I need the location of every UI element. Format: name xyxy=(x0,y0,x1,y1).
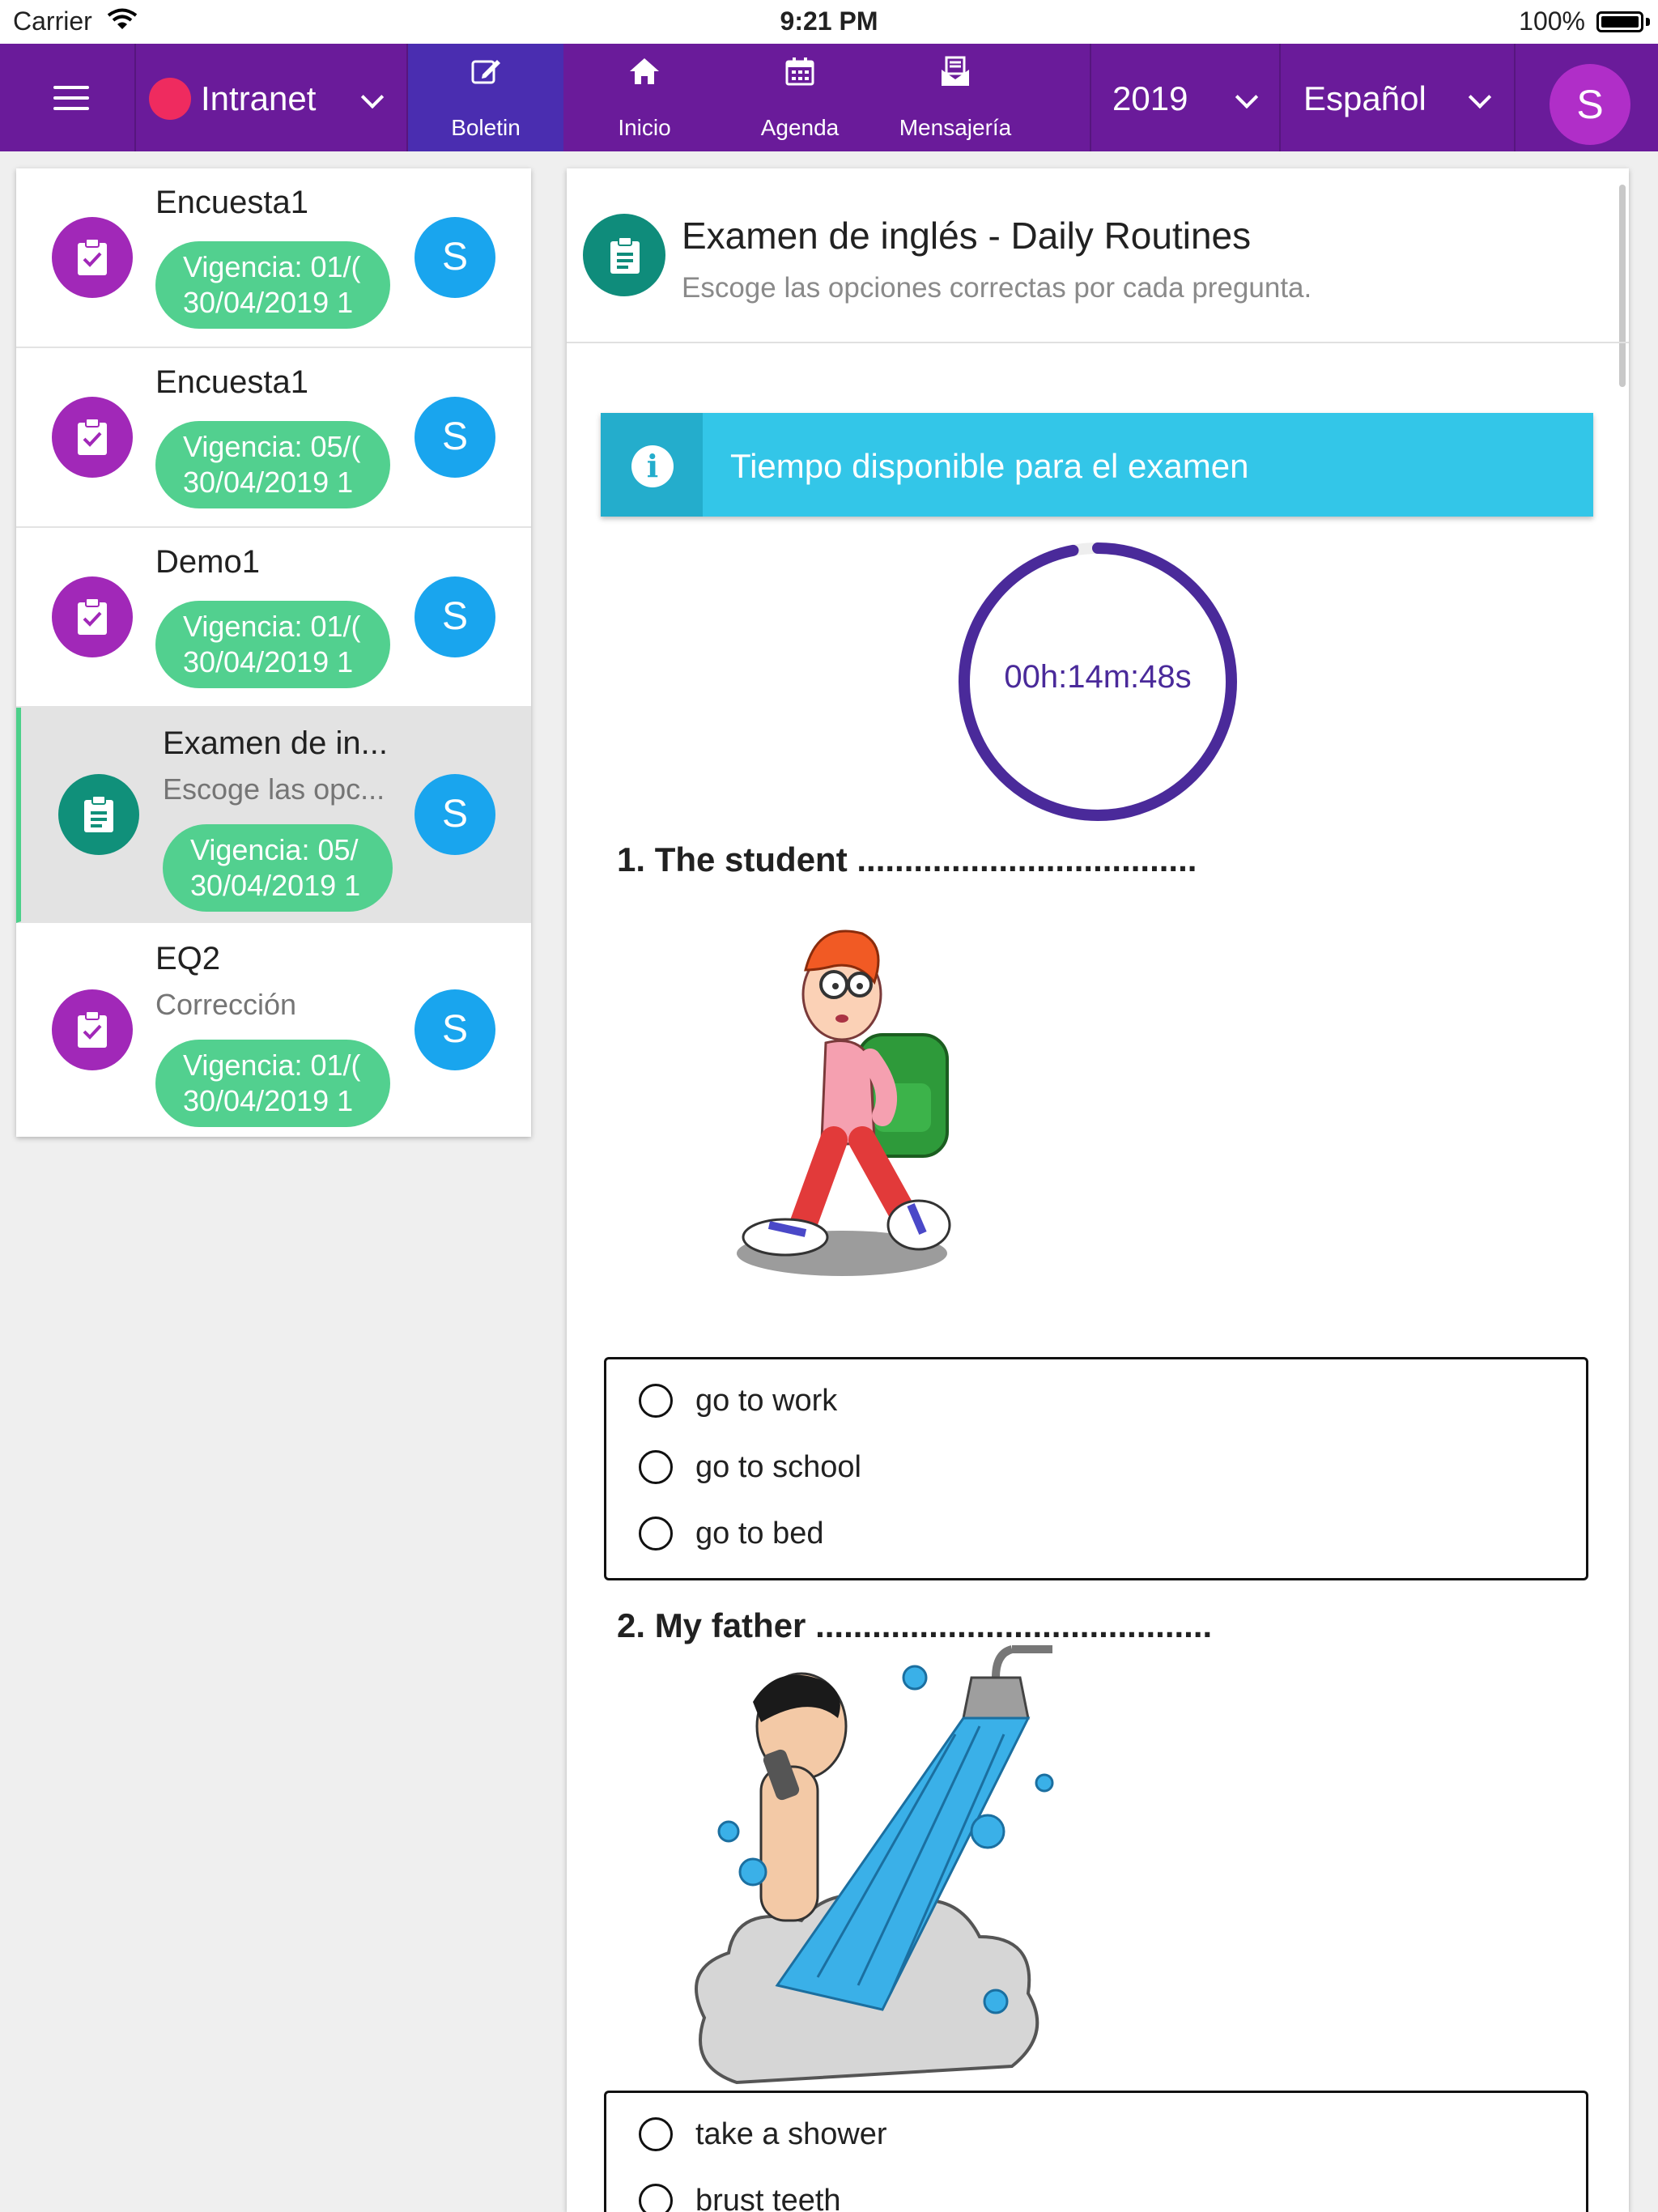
year-selector[interactable] xyxy=(1091,44,1279,151)
calendar-icon xyxy=(784,55,816,87)
chevron-down-icon xyxy=(1235,86,1258,108)
exam-detail xyxy=(567,168,1629,2212)
hamburger-menu-button[interactable] xyxy=(0,44,134,151)
site-selector[interactable] xyxy=(136,44,406,151)
validity-badge: Vigencia: 01/( 30/04/2019 1 xyxy=(155,241,390,329)
tab-boletin[interactable] xyxy=(408,44,563,151)
info-icon: i xyxy=(631,445,674,487)
time-alert xyxy=(601,413,1593,517)
alert-text: Tiempo disponible para el examen xyxy=(730,447,1249,485)
option-label: brust teeth xyxy=(695,2184,841,2212)
validity-badge: Vigencia: 01/( 30/04/2019 1 xyxy=(155,601,390,688)
alert-icon-box xyxy=(601,413,703,517)
author-avatar: S xyxy=(414,397,495,478)
question-title: 1. The student .................................... xyxy=(617,840,1197,878)
tab-label: Boletin xyxy=(451,115,521,140)
tab-label: Inicio xyxy=(618,115,671,140)
tab-label: Mensajería xyxy=(899,115,1012,140)
tab-label: Agenda xyxy=(760,115,840,140)
clipboard-check-icon xyxy=(52,989,133,1070)
answer-options xyxy=(604,2091,1588,2212)
countdown-timer xyxy=(952,536,1244,827)
clipboard-text-icon xyxy=(583,214,665,296)
radio-button[interactable] xyxy=(639,2117,673,2151)
tab-inicio[interactable] xyxy=(567,44,722,151)
edit-icon xyxy=(470,55,502,87)
list-item[interactable] xyxy=(16,348,531,528)
answer-options xyxy=(604,1357,1588,1580)
year-label: 2019 xyxy=(1112,79,1188,117)
author-avatar: S xyxy=(414,576,495,657)
clipboard-text-icon xyxy=(58,774,139,855)
mail-icon xyxy=(939,55,971,87)
validity-badge: Vigencia: 05/ 30/04/2019 1 xyxy=(163,824,393,912)
option-label: take a shower xyxy=(695,2117,887,2151)
tab-mensajeria[interactable] xyxy=(878,44,1033,151)
language-label: Español xyxy=(1303,79,1426,117)
home-icon xyxy=(628,55,661,87)
author-avatar: S xyxy=(414,989,495,1070)
list-item-title: Encuesta1 xyxy=(155,185,309,220)
top-navbar xyxy=(0,44,1658,151)
list-item-selected[interactable] xyxy=(16,708,531,923)
author-avatar: S xyxy=(414,217,495,298)
exam-list xyxy=(16,168,531,1137)
clock: 9:21 PM xyxy=(780,6,878,36)
radio-button[interactable] xyxy=(639,2184,673,2212)
chevron-down-icon xyxy=(1469,86,1491,108)
validity-badge: Vigencia: 01/( 30/04/2019 1 xyxy=(155,1040,390,1127)
chevron-down-icon xyxy=(361,86,384,108)
list-item-subtitle: Corrección xyxy=(155,988,297,1021)
clipboard-check-icon xyxy=(52,576,133,657)
radio-button[interactable] xyxy=(639,1516,673,1551)
status-bar xyxy=(0,0,1658,44)
man-shower-illustration xyxy=(672,1645,1093,2099)
list-item-title: Encuesta1 xyxy=(155,364,309,400)
language-selector[interactable] xyxy=(1281,44,1514,151)
battery-percent: 100% xyxy=(1519,6,1585,36)
tab-agenda[interactable] xyxy=(722,44,878,151)
list-item-title: Demo1 xyxy=(155,544,260,580)
list-item-subtitle: Escoge las opc... xyxy=(163,772,385,806)
exam-header xyxy=(567,168,1629,343)
author-avatar: S xyxy=(414,774,495,855)
list-item[interactable] xyxy=(16,528,531,708)
exam-subtitle: Escoge las opciones correctas por cada pregunta. xyxy=(682,272,1312,304)
validity-badge: Vigencia: 05/( 30/04/2019 1 xyxy=(155,421,390,508)
exam-title: Examen de inglés - Daily Routines xyxy=(682,215,1252,257)
battery-icon xyxy=(1596,11,1643,32)
carrier-label: Carrier xyxy=(13,6,92,36)
option-label: go to work xyxy=(695,1384,838,1418)
option-label: go to bed xyxy=(695,1516,824,1551)
radio-button[interactable] xyxy=(639,1450,673,1484)
timer-text: 00h:14m:48s xyxy=(1004,659,1192,695)
site-label: Intranet xyxy=(201,79,317,117)
list-item[interactable] xyxy=(16,168,531,348)
clipboard-check-icon xyxy=(52,217,133,298)
list-item[interactable] xyxy=(16,923,531,1137)
option-label: go to school xyxy=(695,1450,861,1484)
site-color-dot xyxy=(149,78,191,120)
radio-button[interactable] xyxy=(639,1384,673,1418)
list-item-title: EQ2 xyxy=(155,941,221,976)
user-avatar[interactable]: S xyxy=(1550,64,1630,145)
list-item-title: Examen de in... xyxy=(163,725,388,761)
student-walking-illustration xyxy=(721,897,996,1278)
question-title: 2. My father .......................................... xyxy=(617,1606,1213,1644)
clipboard-check-icon xyxy=(52,397,133,478)
battery-tip xyxy=(1646,18,1650,26)
